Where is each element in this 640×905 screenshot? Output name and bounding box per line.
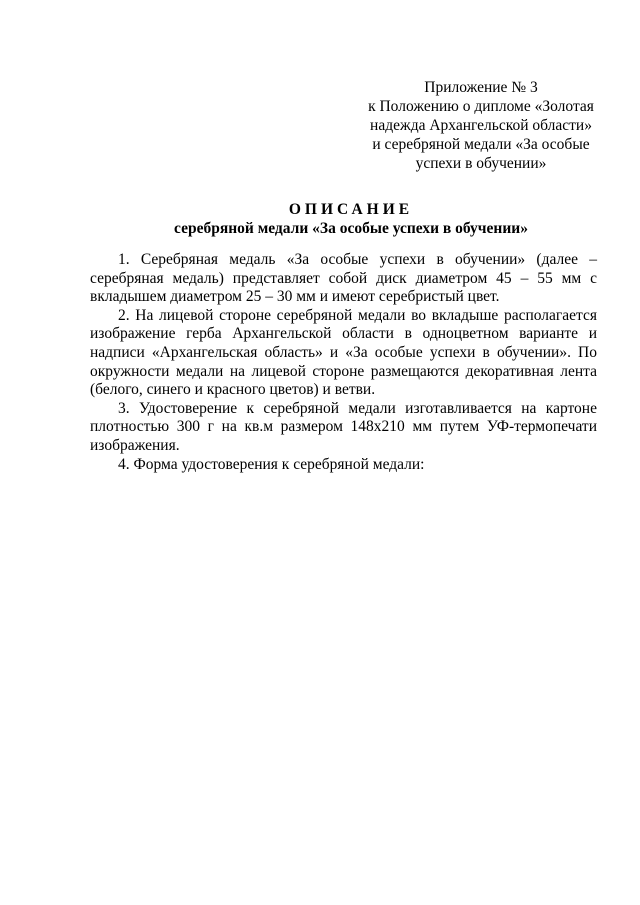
paragraph-2: 2. На лицевой стороне серебряной медали во вкладыше располагается изображение герба Архангельской области в одноцветном варианте и надписи «Архангельская область» и «За особые успехи в обучении». По окружности медали на лицевой стороне размещаются декоративная лента (белого, синего и красного цветов) и ветви. <box>90 306 597 399</box>
appendix-line: к Положению о дипломе «Золотая <box>368 98 594 115</box>
appendix-line: успехи в обучении» <box>415 155 547 172</box>
appendix-note <box>350 78 612 173</box>
document-subtitle: серебряной медали «За особые успехи в обучении» <box>174 220 528 237</box>
document-body <box>90 251 597 474</box>
paragraph-1: 1. Серебряная медаль «За особые успехи в обучении» (далее – серебряная медаль) представляет собой диск диаметром 45 – 55 мм с вкладышем диаметром 25 – 30 мм и имеют серебристый цвет. <box>90 251 597 306</box>
document-title: ОПИСАНИЕ <box>288 201 414 218</box>
appendix-line: Приложение № 3 <box>424 79 538 96</box>
appendix-line: надежда Архангельской области» <box>370 117 592 134</box>
paragraph-4: 4. Форма удостоверения к серебряной медали: <box>118 455 425 473</box>
paragraph-3: 3. Удостоверение к серебряной медали изготавливается на картоне плотностью 300 г на кв.м размером 148х210 мм путем УФ-термопечати изображения. <box>90 399 597 454</box>
appendix-line: и серебряной медали «За особые <box>372 136 590 153</box>
